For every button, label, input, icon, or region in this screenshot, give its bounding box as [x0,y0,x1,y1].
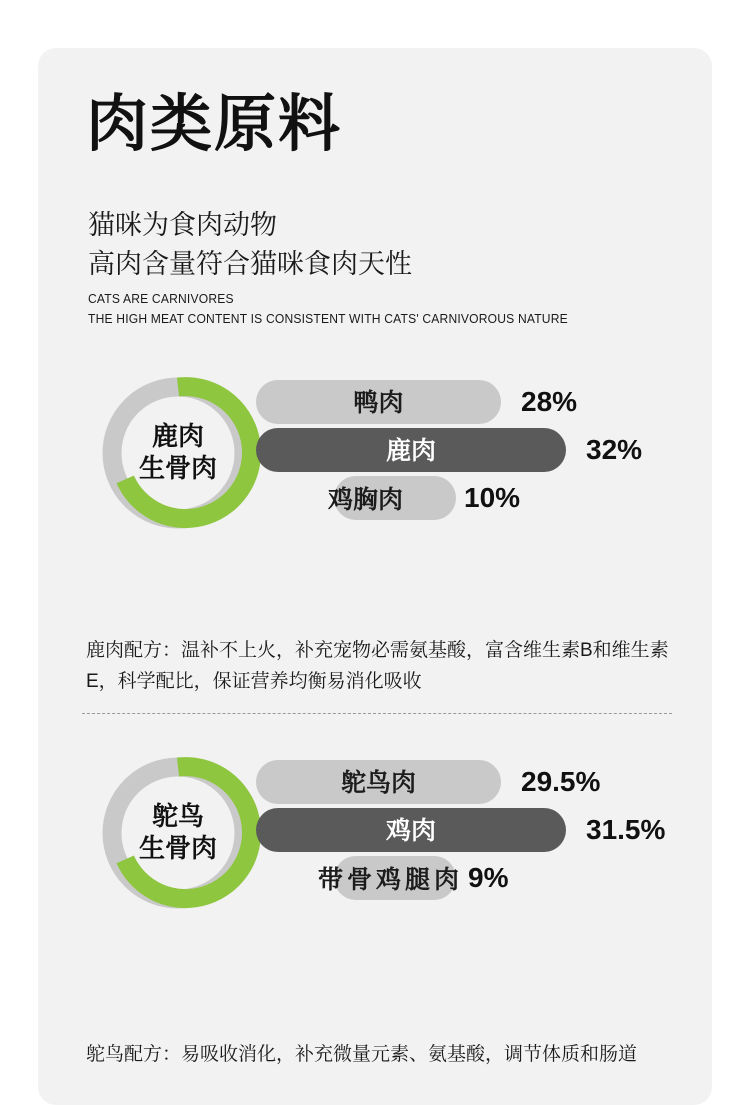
bar-chart-venison [256,380,712,524]
bar-label-bone-in-chicken-leg: 带骨鸡腿肉 [318,866,464,894]
subtitle-en-line-2: THE HIGH MEAT CONTENT IS CONSISTENT WITH CATS' CARNIVOROUS NATURE [88,310,568,326]
formula-description-venison: 鹿肉配方：温补不上火，补充宠物必需氨基酸，富含维生素B和维生素E，科学配比，保证营养均衡易消化吸收 [86,640,669,692]
donut-chart-ostrich [93,748,263,918]
donut-center-label [93,368,263,538]
bar-label: 鸭肉 [353,389,404,417]
bar-row [256,476,712,520]
bar-row [256,856,712,900]
bar-value-ostrich-meat: 29.5% [521,766,601,797]
subtitle-chinese [88,206,412,284]
bar-row [256,428,712,472]
subtitle-line-1: 猫咪为食肉动物 [88,210,277,240]
bar-value-venison: 32% [586,434,643,465]
subtitle-en-line-1: CATS ARE CARNIVORES [88,291,234,306]
formula-description-ostrich: 鸵鸟配方：易吸收消化，补充微量元素、氨基酸，调节体质和肠道 [86,1044,638,1065]
bar-row [256,760,712,804]
bar-label: 鸡肉 [385,817,436,845]
bar-duck-meat [256,380,501,424]
bar-chart-ostrich [256,760,712,904]
bar-label-chicken-breast: 鸡胸肉 [328,486,404,514]
bar-value-chicken-breast: 10% [464,482,521,513]
bar-value-chicken: 31.5% [586,814,666,845]
bar-row [256,808,712,852]
subtitle-english [88,289,568,328]
bar-chicken [256,808,566,852]
bar-value-duck-meat: 28% [521,386,578,417]
bar-ostrich-meat [256,760,501,804]
content-card [38,48,712,1105]
donut-label-line-2: 生骨肉 [138,453,217,483]
page-title: 肉类原料 [86,90,343,159]
bar-value-bone-in-chicken-leg: 9% [468,862,509,893]
section-divider [82,713,672,714]
subtitle-line-2: 高肉含量符合猫咪食肉天性 [88,249,412,280]
donut-label-line-1: 鹿肉 [151,421,204,452]
donut-label-line-1: 鸵鸟 [151,801,204,832]
donut-label-line-2: 生骨肉 [138,833,217,863]
bar-label: 鸵鸟肉 [340,769,416,797]
donut-chart-venison [93,368,263,538]
bar-label: 鹿肉 [385,437,436,465]
donut-center-label [93,748,263,918]
bar-row [256,380,712,424]
bar-venison [256,428,566,472]
